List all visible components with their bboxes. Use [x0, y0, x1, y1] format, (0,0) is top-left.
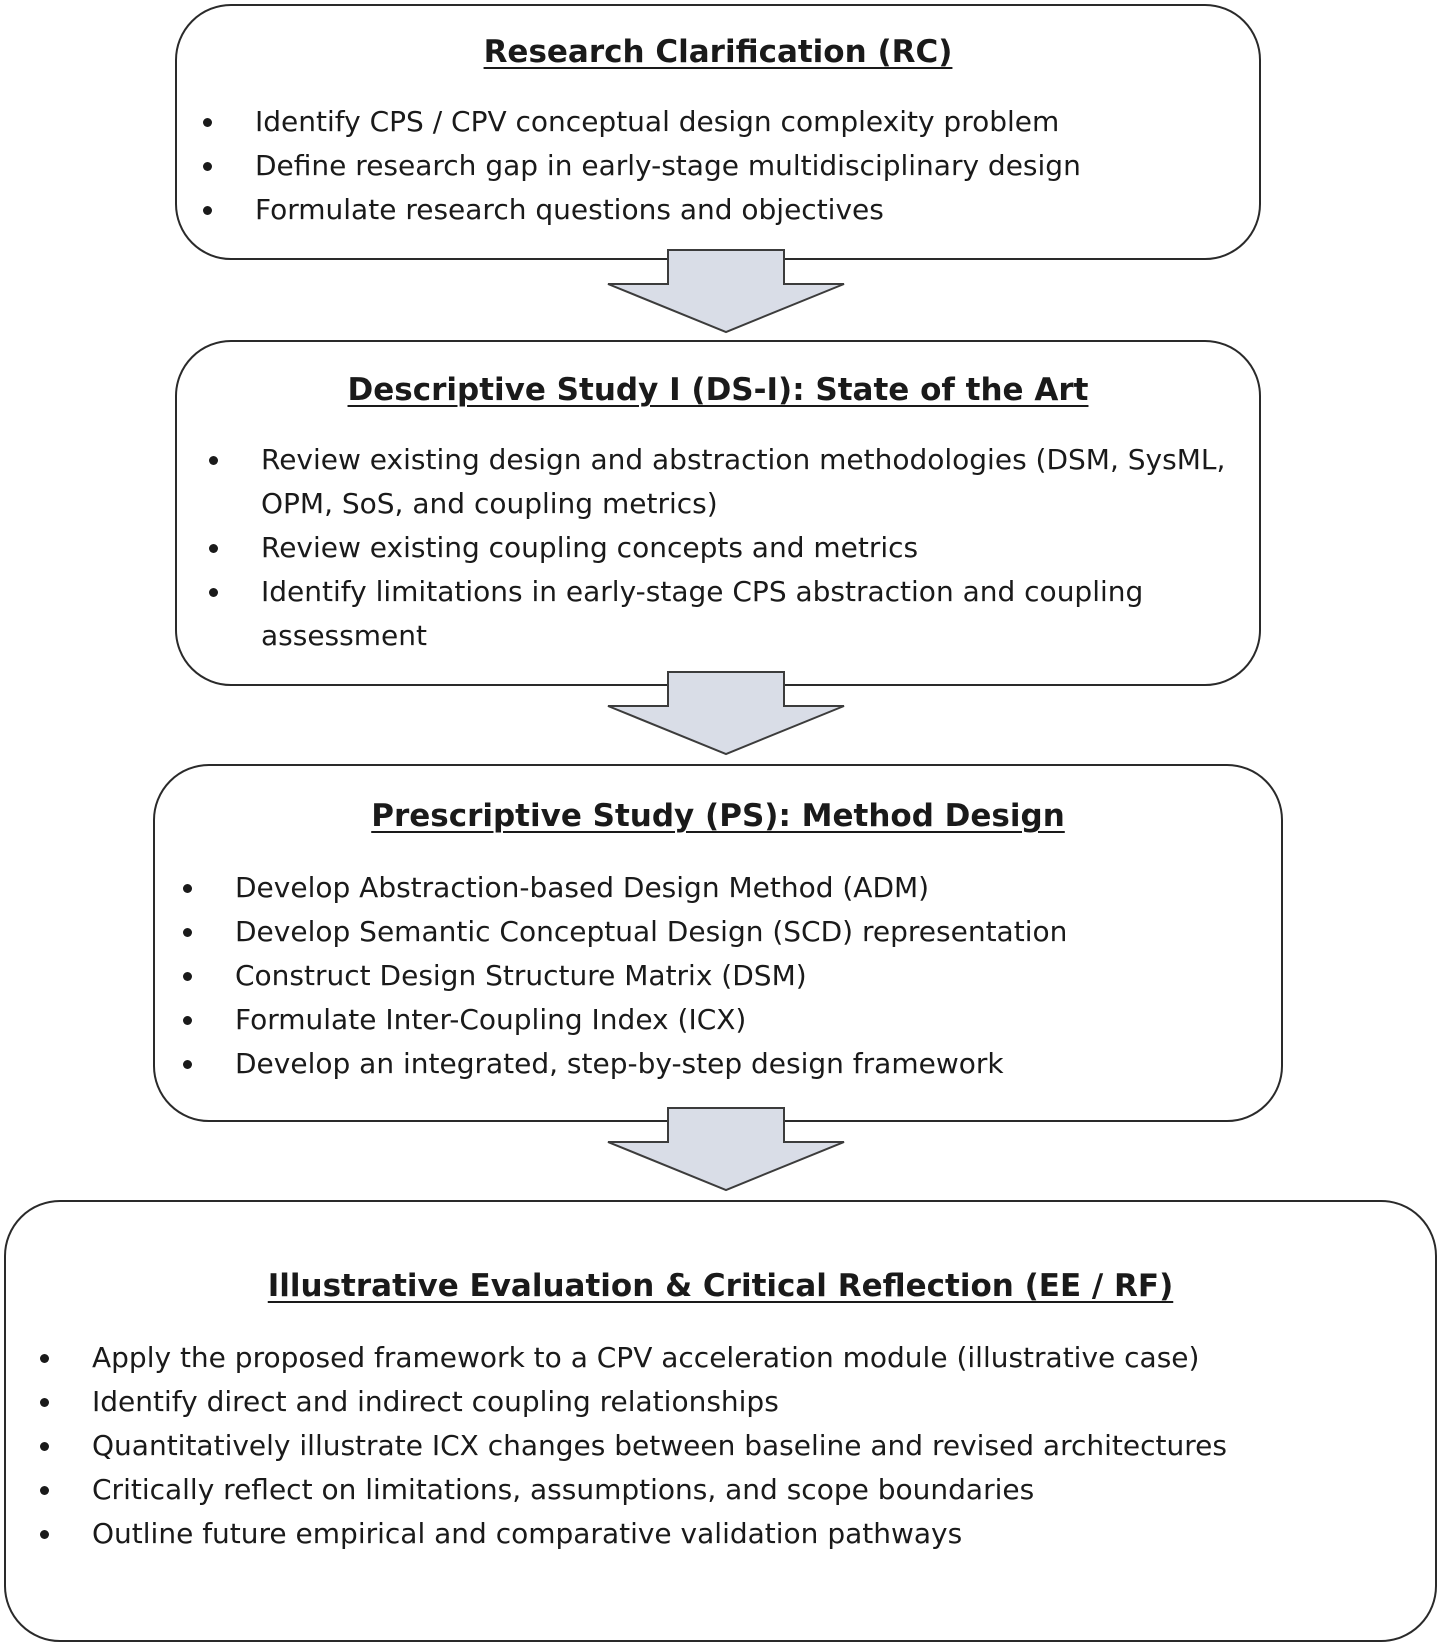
list-item: Quantitatively illustrate ICX changes between baseline and revised architectures [32, 1424, 1422, 1468]
stage-box-rc [175, 4, 1261, 260]
stage-items-ps [175, 866, 1265, 1086]
list-item: Critically reflect on limitations, assumptions, and scope boundaries [32, 1468, 1422, 1512]
list-item: Outline future empirical and comparative validation pathways [32, 1512, 1422, 1556]
list-item: Construct Design Structure Matrix (DSM) [175, 954, 1265, 998]
list-item: Review existing design and abstraction methodologies (DSM, SysML, OPM, SoS, and coupling metrics) [201, 438, 1241, 526]
list-item: Review existing coupling concepts and metrics [201, 526, 1241, 570]
list-item: Develop Abstraction-based Design Method (ADM) [175, 866, 1265, 910]
down-arrow-icon [606, 1106, 846, 1192]
list-item: Formulate Inter-Coupling Index (ICX) [175, 998, 1265, 1042]
stage-items-rc [195, 100, 1245, 232]
list-item: Define research gap in early-stage multidisciplinary design [195, 144, 1245, 188]
list-item: Identify limitations in early-stage CPS abstraction and coupling assessment [201, 570, 1241, 658]
stage-items-ds1 [201, 438, 1241, 658]
stage-title-ps: Prescriptive Study (PS): Method Design [371, 798, 1065, 834]
stage-box-ds1 [175, 340, 1261, 686]
list-item: Formulate research questions and objectives [195, 188, 1245, 232]
stage-title-ee-rf: Illustrative Evaluation & Critical Reflection (EE / RF) [267, 1268, 1174, 1304]
list-item: Apply the proposed framework to a CPV acceleration module (illustrative case) [32, 1336, 1422, 1380]
list-item: Identify direct and indirect coupling relationships [32, 1380, 1422, 1424]
stage-box-ps [153, 764, 1283, 1122]
list-item: Develop an integrated, step-by-step design framework [175, 1042, 1265, 1086]
list-item: Develop Semantic Conceptual Design (SCD) representation [175, 910, 1265, 954]
stage-title-ds1: Descriptive Study I (DS-I): State of the Art [347, 372, 1089, 408]
stage-items-ee-rf [32, 1336, 1422, 1556]
down-arrow-icon [606, 670, 846, 756]
list-item: Identify CPS / CPV conceptual design complexity problem [195, 100, 1245, 144]
down-arrow-icon [606, 248, 846, 334]
stage-title-rc: Research Clarification (RC) [483, 34, 953, 70]
stage-box-ee-rf [4, 1200, 1437, 1642]
